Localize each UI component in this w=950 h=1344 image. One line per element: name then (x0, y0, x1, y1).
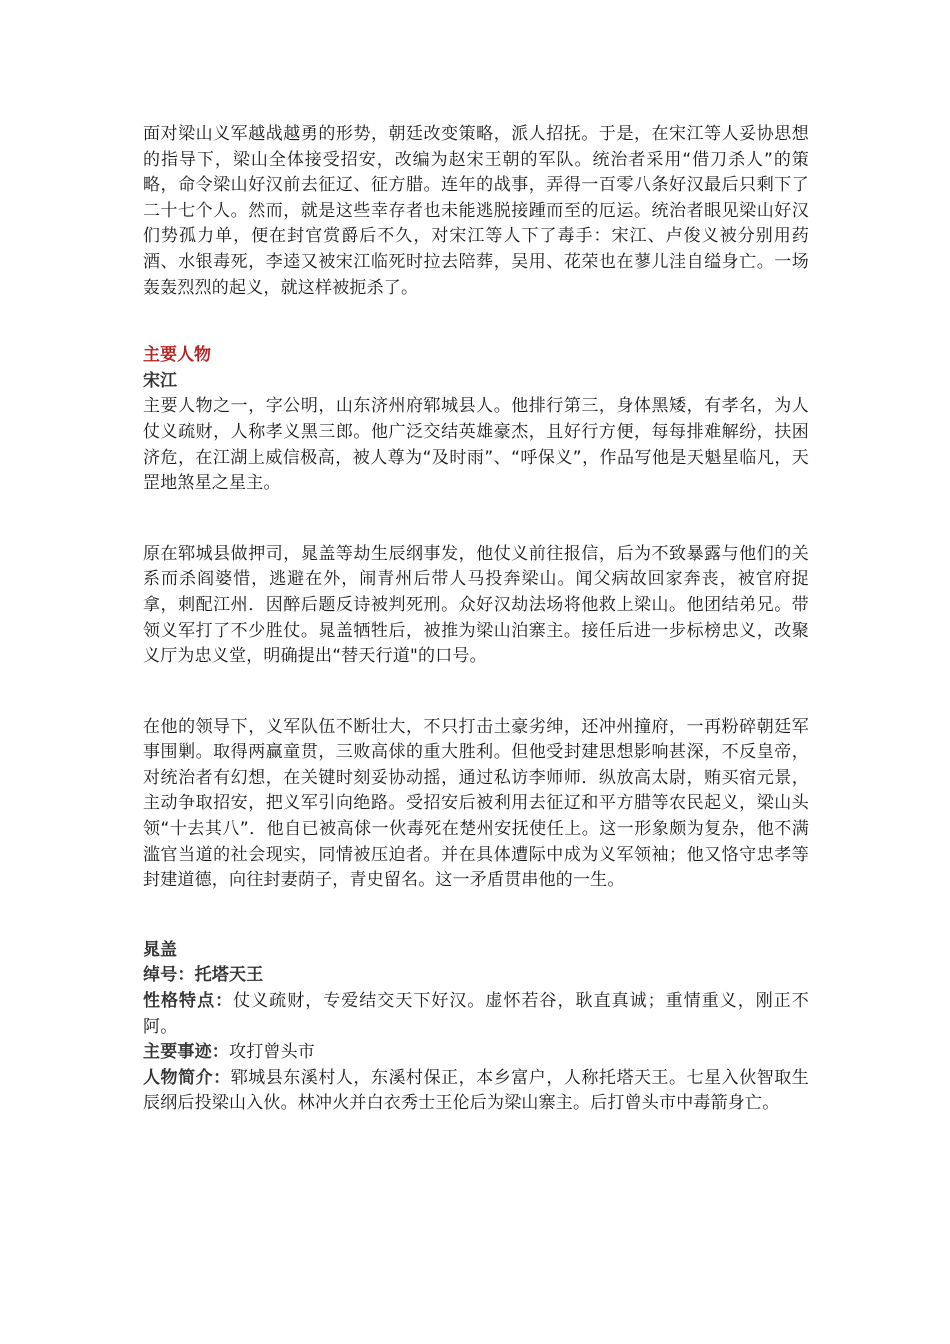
songjiang-paragraph-2: 原在郓城县做押司，晁盖等劫生辰纲事发，他仗义前往报信，后为不致暴露与他们的关系而杀阎婆惜，逃避在外，闹青州后带人马投奔梁山。闻父病故回家奔丧，被官府捉拿，刺配江州．因醉后题反诗被判死刑。众好汉劫法场将他救上梁山。他团结弟兄。带领义军打了不少胜仗。晁盖牺牲后，被推为梁山泊寨主。接任后进一步标榜忠义，改聚义厅为忠义堂，明确提出“替天行道"的口号。 (143, 543, 809, 667)
spacer (143, 301, 809, 343)
spacer (143, 894, 809, 938)
nickname-label: 绰号： (143, 965, 195, 986)
songjiang-paragraph-3: 在他的领导下，义军队伍不断壮大，不只打击土豪劣绅，还冲州撞府，一再粉碎朝廷军事围剿。取得两赢童贯，三败高俅的重大胜利。但他受封建思想影响甚深，不反皇帝，对统治者有幻想，在关键时刻妥协动摇，通过私访李师师．纵放高太尉，贿买宿元景，主动争取招安，把义军引向绝路。受招安后被利用去征辽和平方腊等农民起义，梁山头领“十去其八”．他自已被高俅一伙毒死在楚州安抚使任上。这一形象颇为复杂，他不满滥官当道的社会现实，同情被压迫者。并在具体遭际中成为义军领袖；他又恪守忠孝等封建道德，向往封妻荫子，青史留名。这一矛盾贯串他的一生。 (143, 716, 809, 891)
bio-label: 人物简介： (143, 1067, 231, 1088)
deeds-value: 攻打曾头市 (229, 1042, 315, 1063)
nickname-value: 托塔天王 (194, 965, 264, 986)
chaogai-bio-field (143, 1066, 809, 1117)
deeds-label: 主要事迹： (143, 1042, 229, 1063)
spacer (143, 670, 809, 715)
chaogai-nickname-field (143, 963, 809, 989)
section-title: 主要人物 (143, 345, 211, 366)
traits-label: 性格特点： (143, 991, 234, 1012)
document-page (143, 122, 809, 1117)
chaogai-traits-field (143, 989, 809, 1040)
intro-paragraph: 面对梁山义军越战越勇的形势，朝廷改变策略，派人招抚。于是，在宋江等人妥协思想的指导下，梁山全体接受招安，改编为赵宋王朝的军队。统治者采用“借刀杀人”的策略，命令梁山好汉前去征辽、征方腊。连年的战事，弄得一百零八条好汉最后只剩下了二十七个人。然而，就是这些幸存者也未能逃脱接踵而至的厄运。统治者眼见梁山好汉们势孤力单，便在封官赏爵后不久，对宋江等人下了毒手：宋江、卢俊义被分别用药酒、水银毒死，李逵又被宋江临死时拉去陪葬，吴用、花荣也在蓼儿洼自缢身亡。一场轰轰烈烈的起义，就这样被扼杀了。 (143, 124, 809, 298)
songjiang-paragraph-1: 主要人物之一，字公明，山东济州府郓城县人。他排行第三，身体黑矮，有孝名，为人仗义疏财，人称孝义黑三郎。他广泛交结英雄豪杰，且好行方便，每每排难解纷，扶困济危，在江湖上威信极高，被人尊为“及时雨”、“呼保义”，作品写他是天魁星临凡，天罡地煞星之星主。 (143, 396, 809, 494)
bio-value: 郓城县东溪村人，东溪村保正，本乡富户，人称托塔天王。七星入伙智取生辰纲后投梁山入伙。林冲火并白衣秀士王伦后为梁山寨主。后打曾头市中毒箭身亡。 (143, 1067, 810, 1114)
person-name-chaogai: 晁盖 (143, 939, 177, 960)
traits-value: 仗义疏财，专爱结交天下好汉。虚怀若谷，耿直真诚；重情重义，刚正不阿。 (143, 991, 810, 1037)
chaogai-deeds-field (143, 1040, 809, 1066)
spacer (143, 497, 809, 542)
person-name-songjiang: 宋江 (143, 370, 177, 391)
